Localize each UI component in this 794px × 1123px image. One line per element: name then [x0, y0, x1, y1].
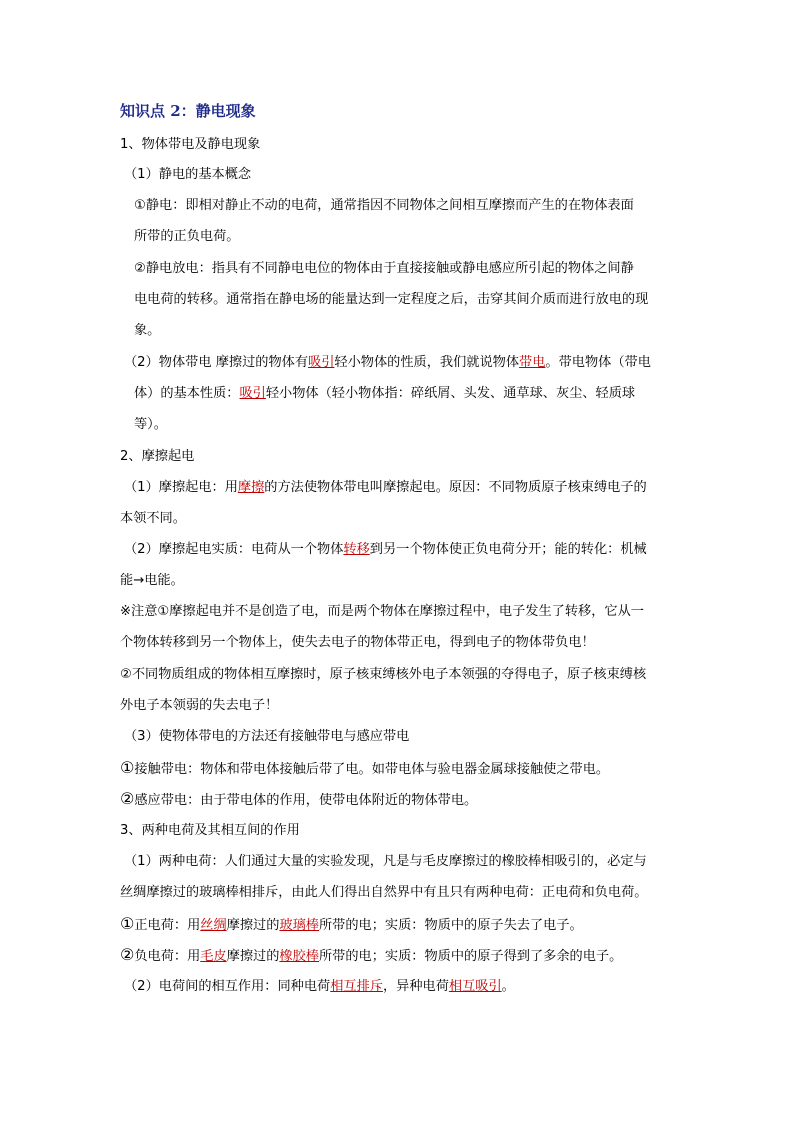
s2-p3-a — [120, 759, 609, 779]
text: 所带的电；实质：物质中的原子失去了电子。 — [318, 918, 583, 933]
s2-p3-heading: （3）使物体带电的方法还有接触带电与感应带电 — [124, 729, 410, 744]
text: （2）电荷间的相互作用：同种电荷 — [124, 979, 331, 994]
s2-p3-b — [120, 790, 477, 810]
page-title: 知识点 2：静电现象 — [120, 102, 256, 120]
s2-p2-line1 — [124, 541, 647, 559]
text: 所带的电；实质：物质中的原子得到了多余的电子。 — [318, 949, 623, 964]
text: 摩擦过的 — [226, 918, 280, 933]
text: 接触带电：物体和带电体接触后带了电。如带电体与验电器金属球接触使之带电。 — [134, 762, 610, 777]
s1-p2-line1 — [124, 354, 651, 372]
number-marker: ① — [120, 914, 135, 933]
keyword: 毛皮 — [200, 949, 227, 964]
s1-p2-line3: 等）。 — [134, 417, 167, 432]
s2-p1-line1 — [124, 479, 647, 497]
s2-note-line2: 个物体转移到另一个物体上，使失去电子的物体带正电，得到电子的物体带负电！ — [120, 635, 595, 650]
text: ，异种电荷 — [382, 979, 449, 994]
keyword: 橡胶棒 — [279, 949, 319, 964]
text: 轻小物体（轻小物体指：碎纸屑、头发、通草球、灰尘、轻质球 — [265, 386, 636, 401]
s1-p1-b-line1: ②静电放电：指具有不同静电电位的物体由于直接接触或静电感应所引起的物体之间静 — [134, 261, 634, 276]
number-marker: ② — [120, 945, 135, 964]
number-marker: ② — [120, 789, 135, 808]
text: 。带电物体（带电 — [545, 355, 651, 370]
text: （1）摩擦起电：用 — [124, 480, 238, 495]
keyword: 玻璃棒 — [279, 918, 319, 933]
s3-p1-line1: （1）两种电荷：人们通过大量的实验发现，凡是与毛皮摩擦过的橡胶棒相吸引的，必定与 — [124, 854, 647, 869]
keyword: 吸引 — [239, 386, 266, 401]
s1-p2-line2 — [134, 385, 635, 403]
keyword: 转移 — [343, 542, 370, 557]
s2-p1-line2: 本领不同。 — [120, 511, 186, 526]
text: （2）摩擦起电实质：电荷从一个物体 — [124, 542, 344, 557]
keyword: 丝绸 — [200, 918, 227, 933]
section-3-heading: 3、两种电荷及其相互间的作用 — [120, 823, 300, 838]
text: 正电荷：用 — [134, 918, 201, 933]
s1-p1-heading: （1）静电的基本概念 — [124, 167, 252, 182]
s1-p1-a-line1: ①静电：即相对静止不动的电荷，通常指因不同物体之间相互摩擦而产生的在物体表面 — [134, 198, 634, 213]
s3-p2 — [124, 978, 515, 996]
keyword: 带电 — [519, 355, 546, 370]
s2-note-line3: ②不同物质组成的物体相互摩擦时，原子核束缚核外电子本领强的夺得电子，原子核束缚核 — [120, 667, 647, 682]
s2-note-line4: 外电子本领弱的失去电子！ — [120, 698, 279, 713]
text: 的方法使物体带电叫摩擦起电。原因：不同物质原子核束缚电子的 — [264, 480, 647, 495]
s1-p1-a-line2: 所带的正负电荷。 — [134, 229, 240, 244]
section-1-heading: 1、物体带电及静电现象 — [120, 137, 261, 152]
s1-p1-b-line2: 电电荷的转移。通常指在静电场的能量达到一定程度之后，击穿其间介质而进行放电的现 — [134, 292, 649, 307]
s2-note-line1: ※注意①摩擦起电并不是创造了电，而是两个物体在摩擦过程中，电子发生了转移，它从一 — [120, 604, 644, 619]
text: 到另一个物体使正负电荷分开；能的转化：机械 — [369, 542, 647, 557]
keyword: 摩擦 — [237, 480, 265, 495]
section-2-heading: 2、摩擦起电 — [120, 449, 195, 464]
number-marker: ① — [120, 758, 135, 777]
s1-p1-b-line3: 象。 — [134, 323, 161, 338]
s3-negative-charge — [120, 946, 622, 966]
text: 轻小物体的性质，我们就说物体 — [334, 355, 520, 370]
text: 。 — [501, 979, 515, 994]
text: 负电荷：用 — [134, 949, 201, 964]
text: （2）物体带电 摩擦过的物体有 — [124, 355, 309, 370]
keyword: 相互排斥 — [330, 979, 383, 994]
s3-p1-line2: 丝绸摩擦过的玻璃棒相排斥，由此人们得出自然界中有且只有两种电荷：正电荷和负电荷。 — [120, 885, 648, 900]
text: 感应带电：由于带电体的作用，使带电体附近的物体带电。 — [134, 793, 478, 808]
text: 摩擦过的 — [226, 949, 280, 964]
keyword: 吸引 — [308, 355, 335, 370]
text: 体）的基本性质： — [134, 386, 240, 401]
s3-positive-charge — [120, 915, 583, 935]
s2-p2-line2: 能→电能。 — [120, 573, 184, 588]
keyword: 相互吸引 — [448, 979, 502, 994]
